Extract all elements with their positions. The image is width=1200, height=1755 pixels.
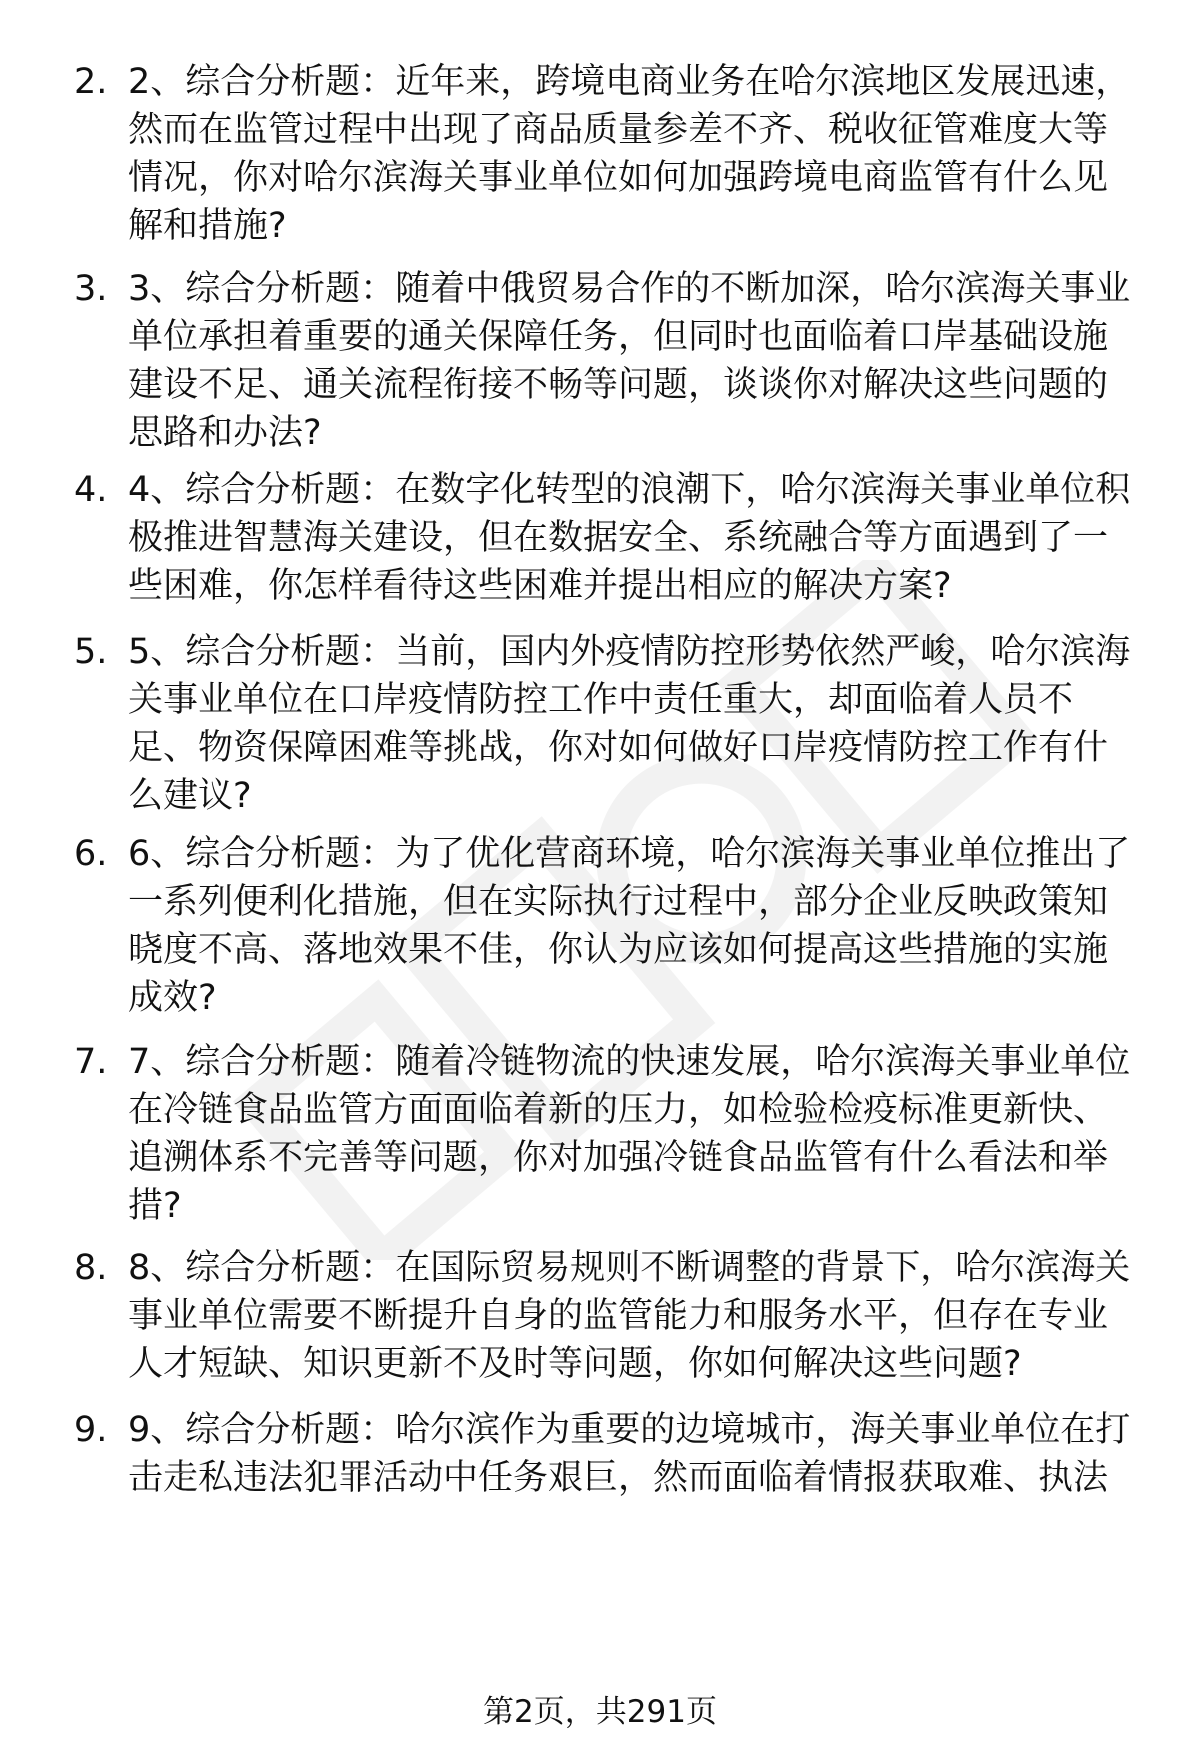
question-number: 9. [74, 1410, 108, 1450]
question-line: 3、综合分析题：随着中俄贸易合作的不断加深，哈尔滨海关事业 [128, 269, 1131, 309]
question-number: 6. [74, 834, 108, 874]
question-text [128, 58, 1168, 250]
question-line: 思路和办法? [128, 413, 322, 453]
question-line: 些困难，你怎样看待这些困难并提出相应的解决方案? [128, 566, 952, 606]
question-line: 7、综合分析题：随着冷链物流的快速发展，哈尔滨海关事业单位 [128, 1042, 1131, 1082]
question-line: 一系列便利化措施，但在实际执行过程中，部分企业反映政策知 [128, 882, 1109, 922]
question-text [128, 628, 1168, 820]
question-line: 5、综合分析题：当前，国内外疫情防控形势依然严峻，哈尔滨海 [128, 632, 1131, 672]
question-text [128, 830, 1168, 1022]
question-text [128, 265, 1168, 457]
question-line: 极推进智慧海关建设，但在数据安全、系统融合等方面遇到了一 [128, 518, 1109, 558]
question-line: 8、综合分析题：在国际贸易规则不断调整的背景下，哈尔滨海关 [128, 1248, 1131, 1288]
question-line: 足、物资保障困难等挑战，你对如何做好口岸疫情防控工作有什 [128, 728, 1109, 768]
question-line: 2、综合分析题：近年来，跨境电商业务在哈尔滨地区发展迅速， [128, 62, 1131, 102]
question-number: 2. [74, 62, 108, 102]
question-line: 措? [128, 1186, 182, 1226]
question-line: 6、综合分析题：为了优化营商环境，哈尔滨海关事业单位推出了 [128, 834, 1131, 874]
question-line: 晓度不高、落地效果不佳，你认为应该如何提高这些措施的实施 [128, 930, 1109, 970]
question-text [128, 466, 1168, 610]
question-line: 解和措施? [128, 206, 287, 246]
question-line: 然而在监管过程中出现了商品质量参差不齐、税收征管难度大等 [128, 110, 1109, 150]
question-text [128, 1038, 1168, 1230]
question-text [128, 1406, 1168, 1502]
question-line: 在冷链食品监管方面面临着新的压力，如检验检疫标准更新快、 [128, 1090, 1109, 1130]
page-footer: 第2页，共291页 [483, 1694, 717, 1730]
question-line: 么建议? [128, 776, 252, 816]
question-line: 4、综合分析题：在数字化转型的浪潮下，哈尔滨海关事业单位积 [128, 470, 1131, 510]
question-line: 人才短缺、知识更新不及时等问题，你如何解决这些问题? [128, 1344, 1022, 1384]
question-number: 4. [74, 470, 108, 510]
question-number: 5. [74, 632, 108, 672]
question-line: 9、综合分析题：哈尔滨作为重要的边境城市，海关事业单位在打 [128, 1410, 1131, 1450]
question-line: 击走私违法犯罪活动中任务艰巨，然而面临着情报获取难、执法 [128, 1458, 1109, 1498]
question-line: 建设不足、通关流程衔接不畅等问题，谈谈你对解决这些问题的 [128, 365, 1109, 405]
question-number: 7. [74, 1042, 108, 1082]
question-line: 情况，你对哈尔滨海关事业单位如何加强跨境电商监管有什么见 [128, 158, 1109, 198]
question-line: 成效? [128, 978, 217, 1018]
question-number: 8. [74, 1248, 108, 1288]
question-line: 事业单位需要不断提升自身的监管能力和服务水平，但存在专业 [128, 1296, 1109, 1336]
question-text [128, 1244, 1168, 1388]
question-line: 关事业单位在口岸疫情防控工作中责任重大，却面临着人员不 [128, 680, 1074, 720]
question-line: 追溯体系不完善等问题，你对加强冷链食品监管有什么看法和举 [128, 1138, 1109, 1178]
question-line: 单位承担着重要的通关保障任务，但同时也面临着口岸基础设施 [128, 317, 1109, 357]
question-number: 3. [74, 269, 108, 309]
